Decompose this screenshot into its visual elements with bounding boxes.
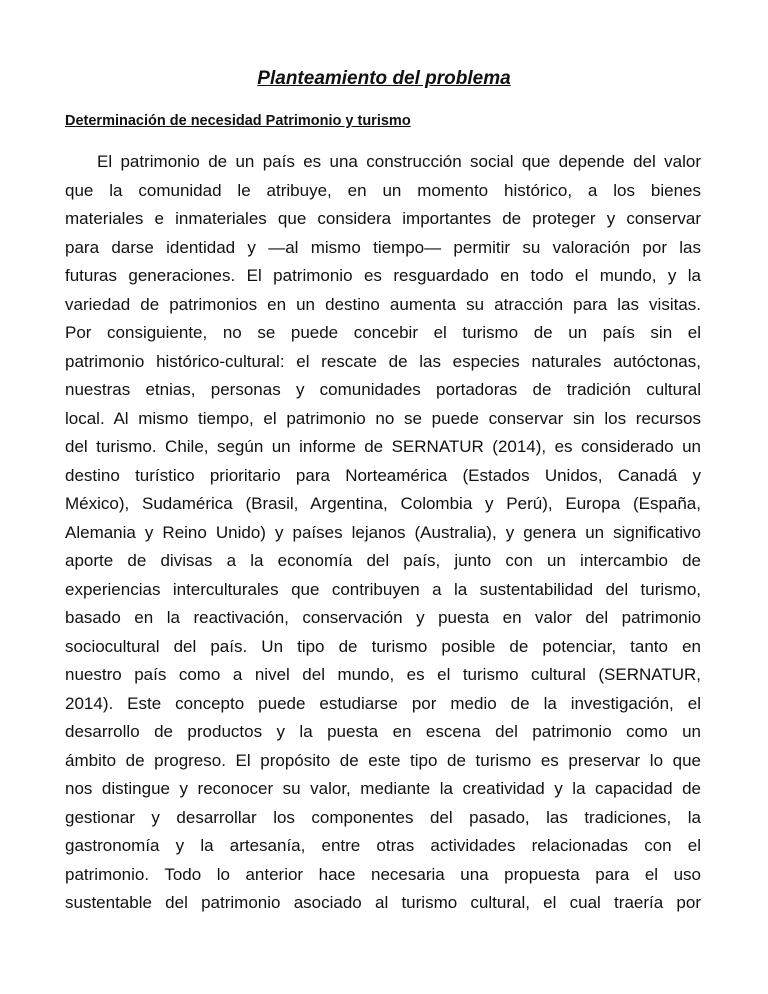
paragraph-line: sociocultural del país. Un tipo de turismo posible de potenciar, tanto en — [65, 636, 701, 656]
paragraph-line: del turismo. Chile, según un informe de SERNATUR (2014), es considerado un — [65, 437, 701, 456]
paragraph-line: destino turístico prioritario para Norteamérica (Estados Unidos, Canadá y — [65, 465, 701, 485]
paragraph-line: sustentable del patrimonio asociado al turismo cultural, el cual traería por — [65, 893, 701, 912]
paragraph-line: nuestras etnias, personas y comunidades portadoras de tradición cultural — [65, 380, 701, 399]
paragraph-line: nuestro país como a nivel del mundo, es el turismo cultural (SERNATUR, — [65, 665, 701, 684]
paragraph-line: aporte de divisas a la economía del país, junto con un intercambio de — [65, 551, 701, 570]
paragraph-line: nos distingue y reconocer su valor, mediante la creatividad y la capacidad de — [65, 779, 701, 798]
paragraph-line: desarrollo de productos y la puesta en escena del patrimonio como un — [65, 722, 701, 741]
paragraph-line: materiales e inmateriales que considera importantes de proteger y conservar — [65, 209, 701, 228]
section-subtitle: Determinación de necesidad Patrimonio y turismo — [65, 113, 411, 129]
paragraph-line: para darse identidad y —al mismo tiempo— permitir su valoración por las — [65, 237, 701, 257]
paragraph-line: basado en la reactivación, conservación y puesta en valor del patrimonio — [65, 608, 701, 627]
page-title: Planteamiento del problema — [257, 68, 511, 89]
paragraph-line: futuras generaciones. El patrimonio es resguardado en todo el mundo, y la — [65, 266, 701, 285]
paragraph-line: Por consiguiente, no se puede concebir el turismo de un país sin el — [65, 323, 701, 342]
paragraph-line: Alemania y Reino Unido) y países lejanos (Australia), y genera un significativo — [65, 522, 701, 542]
paragraph-line: El patrimonio de un país es una construcción social que depende del valor — [97, 152, 701, 171]
paragraph-line: patrimonio. Todo lo anterior hace necesaria una propuesta para el uso — [65, 864, 701, 884]
paragraph-line: 2014). Este concepto puede estudiarse por medio de la investigación, el — [65, 693, 701, 713]
paragraph-line: variedad de patrimonios en un destino aumenta su atracción para las visitas. — [65, 294, 701, 314]
paragraph-line: experiencias interculturales que contribuyen a la sustentabilidad del turismo, — [65, 579, 701, 599]
paragraph-line: México), Sudamérica (Brasil, Argentina, Colombia y Perú), Europa (España, — [65, 494, 701, 513]
paragraph-line: ámbito de progreso. El propósito de este tipo de turismo es preservar lo que — [65, 750, 701, 770]
paragraph-line: patrimonio histórico-cultural: el rescate de las especies naturales autóctonas, — [65, 351, 701, 371]
paragraph-line: local. Al mismo tiempo, el patrimonio no se puede conservar sin los recursos — [65, 408, 701, 428]
paragraph-line: gastronomía y la artesanía, entre otras actividades relacionadas con el — [65, 836, 701, 855]
paragraph-line: que la comunidad le atribuye, en un momento histórico, a los bienes — [65, 180, 701, 200]
paragraph-line: gestionar y desarrollar los componentes del pasado, las tradiciones, la — [65, 807, 701, 827]
body-paragraph — [65, 148, 701, 918]
